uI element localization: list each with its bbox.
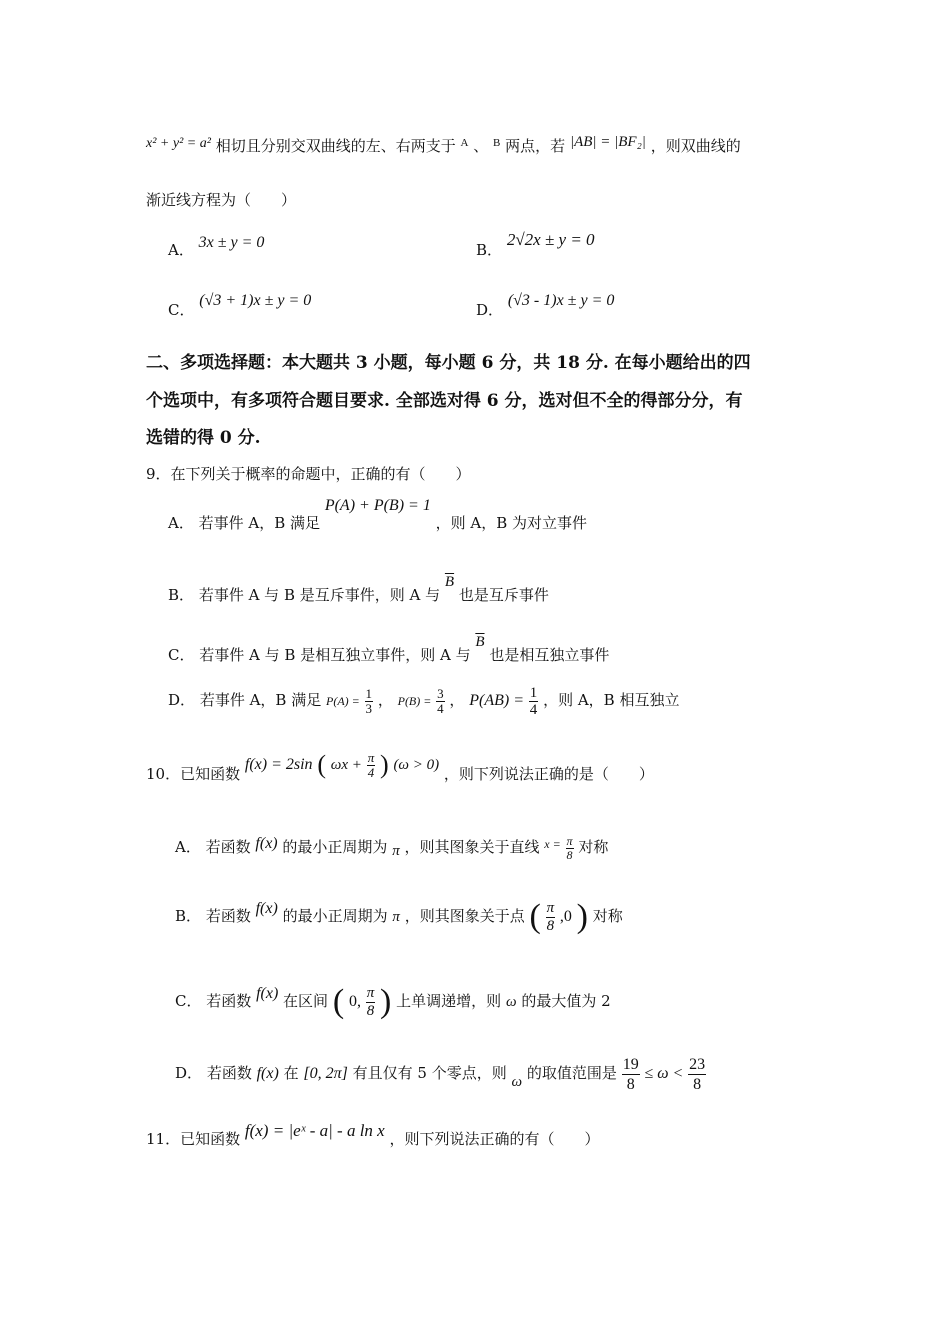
option-text: ，则 A，B 相互独立	[543, 691, 680, 709]
paren-close: )	[379, 750, 389, 779]
section-heading-line1: 二、多项选择题：本大题共 3 小题，每小题 6 分，共 18 分. 在每小题给出的四	[146, 353, 751, 373]
pi-num: π	[367, 749, 375, 765]
pa-fraction	[365, 687, 374, 716]
option-text: 若函数	[206, 1064, 252, 1082]
option-text: 也是相互独立事件	[489, 646, 610, 664]
option-text: ，则其图象关于直线	[404, 838, 540, 856]
function-lhs: f(x) = 2sin	[244, 756, 313, 773]
paren-open: (	[317, 750, 326, 779]
frac-num: π	[366, 984, 375, 1001]
option-label: A．	[168, 514, 194, 532]
option-expr: (√3 - 1)x ± y = 0	[507, 292, 615, 309]
option-label: A．	[175, 838, 201, 856]
q8-text-a: 相切且分别交双曲线的左、右两支于	[215, 137, 456, 155]
q10-option-d	[175, 1052, 706, 1103]
b-bar-symbol: $\overline{B}$	[444, 574, 455, 590]
option-label: C．	[168, 301, 195, 319]
stem-text: 10．已知函数	[146, 765, 241, 783]
frac-den: 8	[546, 917, 555, 934]
fx: f(x)	[255, 900, 278, 917]
stem-text: 11．已知函数	[146, 1130, 241, 1148]
omega-symbol: ω	[511, 1074, 523, 1090]
frac-den: 8	[366, 1002, 375, 1019]
paren-open: (	[529, 898, 541, 935]
q8-option-a	[168, 232, 264, 260]
q9-option-b	[168, 572, 549, 605]
option-label: C．	[168, 646, 195, 664]
pab-expr: P(AB) =	[469, 692, 524, 709]
pab-den: 4	[529, 701, 538, 718]
b-bar-symbol: $\overline{B}$	[475, 634, 485, 650]
q10-option-c	[175, 968, 611, 1028]
pb-fraction	[436, 687, 445, 716]
option-text: 若函数	[206, 992, 252, 1010]
point-zero: ,0	[559, 908, 572, 925]
frac-num: 19	[622, 1055, 639, 1073]
function-expr: f(x) = |eˣ - a| - a ln x	[244, 1121, 385, 1140]
stem-text: ，则下列说法正确的是（ ）	[443, 765, 654, 783]
omega-condition: (ω > 0)	[393, 757, 440, 773]
option-label: B．	[476, 241, 503, 259]
paren-close: )	[380, 983, 392, 1020]
pi-symbol: π	[392, 843, 400, 859]
option-text: 若事件 A 与 B 是互斥事件，则 A 与	[198, 586, 441, 604]
section-heading-line3: 选错的得 0 分.	[146, 428, 261, 448]
pi-over-eight	[546, 900, 556, 935]
option-text: 对称	[578, 838, 609, 856]
frac-den: 8	[626, 1075, 635, 1093]
q8-option-c	[168, 290, 311, 320]
point-a-label: A	[460, 137, 469, 149]
pi-over-eight	[366, 985, 376, 1020]
option-expr: 3x ± y = 0	[198, 234, 265, 251]
option-text: 有且仅有 5 个零点，则	[352, 1064, 507, 1082]
option-text: ，则 A，B 为对立事件	[435, 514, 587, 532]
omega-range: ≤ ω <	[644, 1065, 684, 1082]
paren-close: )	[576, 898, 588, 935]
option-text: 也是互斥事件	[458, 586, 549, 604]
function-arg: ωx +	[330, 757, 362, 773]
option-expr: 2√2x ± y = 0	[506, 230, 595, 249]
q8-line2: 渐近线方程为（ ）	[146, 191, 297, 209]
pa-num: 1	[365, 685, 373, 701]
circle-equation: x² + y² = a²	[146, 136, 211, 151]
option-text: 在	[283, 1064, 299, 1082]
pab-fraction	[529, 685, 539, 718]
option-text: 若事件 A，B 满足	[198, 514, 321, 532]
option-text: 的最小正周期为	[282, 838, 388, 856]
option-text: 对称	[592, 907, 623, 925]
point-b-label: B	[493, 137, 501, 149]
q10-option-b	[175, 884, 623, 942]
option-expr: P(A) + P(B) = 1	[324, 497, 431, 514]
frac-num: 23	[689, 1055, 706, 1073]
pa-den: 3	[365, 700, 373, 716]
option-text: 在区间	[283, 992, 329, 1010]
four-den: 4	[367, 764, 375, 780]
pa-expr: P(A) =	[326, 694, 360, 708]
interval-zero: 0,	[348, 993, 361, 1010]
fx: f(x)	[255, 835, 278, 852]
pab-num: 1	[529, 684, 538, 701]
q8-option-d	[476, 290, 614, 320]
pi-over-eight	[566, 835, 574, 862]
interval: [0, 2π]	[303, 1065, 348, 1082]
option-text: 若事件 A 与 B 是相互独立事件，则 A 与	[199, 646, 471, 664]
option-text: ，则其图象关于点	[404, 907, 525, 925]
q11-stem	[146, 1116, 600, 1154]
point-sep: 、	[473, 137, 489, 155]
omega-symbol: ω	[505, 994, 517, 1010]
option-label: D．	[168, 691, 196, 709]
sep: ，	[377, 691, 393, 709]
pb-expr: P(B) =	[397, 694, 432, 708]
frac-num: π	[546, 899, 555, 916]
q9-option-a	[168, 495, 587, 533]
length-condition: |AB| = |BF₂|	[569, 134, 646, 150]
q9-stem: 9．在下列关于概率的命题中，正确的有（ ）	[146, 465, 471, 483]
q10-option-a	[175, 826, 608, 869]
option-label: D．	[175, 1064, 203, 1082]
stem-text: ，则下列说法正确的有（ ）	[389, 1130, 600, 1148]
paren-open: (	[332, 983, 345, 1020]
option-label: B．	[175, 907, 202, 925]
pi-over-four	[367, 751, 376, 780]
sep: ，	[449, 691, 465, 709]
frac-num: π	[566, 833, 573, 848]
pb-den: 4	[437, 700, 444, 716]
pb-num: 3	[437, 685, 444, 701]
fx: f(x)	[256, 985, 279, 1002]
q10-stem	[146, 744, 654, 794]
fx: f(x)	[256, 1065, 279, 1082]
option-text: 的最大值为 2	[521, 992, 611, 1010]
option-label: B．	[168, 586, 195, 604]
upper-fraction	[688, 1055, 706, 1094]
q8-line1	[146, 132, 741, 156]
option-label: D．	[476, 301, 504, 319]
frac-den: 8	[693, 1075, 702, 1093]
option-label: A．	[168, 241, 194, 259]
q8-text-c: ，则双曲线的	[650, 137, 741, 155]
q9-option-d	[168, 682, 679, 719]
option-text: 若事件 A，B 满足	[199, 691, 322, 709]
option-text: 的取值范围是	[526, 1064, 617, 1082]
frac-den: 8	[566, 847, 573, 862]
x-equals: x =	[544, 837, 561, 851]
pi-symbol: π	[392, 909, 400, 925]
q8-text-b: 两点，若	[505, 137, 566, 155]
option-label: C．	[175, 992, 202, 1010]
option-text: 若函数	[205, 907, 251, 925]
section-heading-line2: 个选项中，有多项符合题目要求. 全部选对得 6 分，选对但不全的得部分分，有	[146, 391, 743, 411]
q8-option-b	[476, 230, 595, 260]
option-text: 的最小正周期为	[282, 907, 388, 925]
option-expr: (√3 + 1)x ± y = 0	[199, 292, 312, 309]
q9-option-c	[168, 632, 609, 665]
option-text: 若函数	[205, 838, 251, 856]
option-text: 上单调递增，则	[396, 992, 502, 1010]
lower-fraction	[622, 1055, 640, 1094]
